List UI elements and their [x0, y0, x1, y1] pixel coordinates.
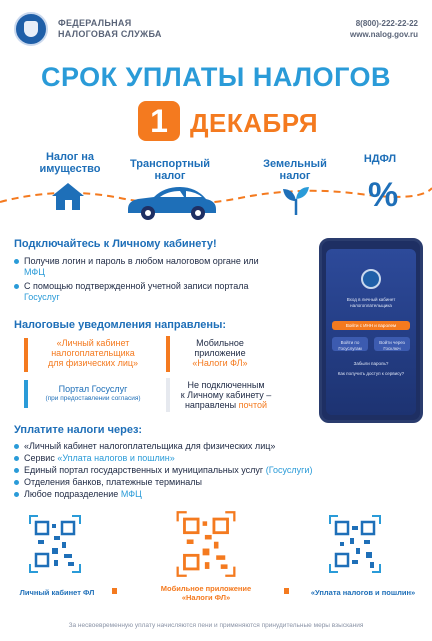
website-link[interactable]: www.nalog.gov.ru [350, 30, 418, 39]
hotline-phone: 8(800)-222-22-22 [355, 19, 418, 28]
notice-gosuslugi-line1: Портал Госуслуг [58, 384, 128, 394]
login-gosuslugi-button[interactable] [332, 337, 368, 351]
qr-app-label-line2: «Налоги ФЛ» [181, 593, 231, 602]
notice-post-card [170, 380, 282, 410]
qr-lk-label [12, 588, 102, 597]
connect-bullet-2 [14, 281, 310, 303]
tax-transport-line2: налог [154, 170, 186, 182]
connect-bullet-1-text: Получив логин и пароль в любом налоговом органе или [24, 256, 259, 266]
phone-login-line1: Вход в личный кабинет [346, 297, 396, 302]
tax-ndfl-label [350, 153, 410, 165]
notices-heading: Налоговые уведомления направлены: [14, 319, 227, 331]
pay-bullet-5 [14, 489, 142, 500]
login-gosuslugi-label: Войти по Госуслугам [338, 340, 362, 351]
tax-ndfl-line1: НДФЛ [363, 153, 397, 165]
notice-lk-line2: налогоплательщика [51, 348, 135, 358]
login-goskey-button[interactable] [374, 337, 410, 351]
qr-code-lk[interactable] [28, 514, 82, 574]
fns-emblem-icon [14, 12, 48, 46]
phone-mockup [319, 238, 423, 423]
notice-app-line2: приложение [194, 348, 246, 358]
car-icon [124, 183, 220, 223]
tax-land-line1: Земельный [263, 158, 327, 170]
org-name [58, 18, 162, 40]
qr-marker-right [284, 588, 289, 594]
pay-bullet-3-text: Единый портал государственных и муниципальных услуг [24, 465, 264, 475]
footer-warning: За несвоевременную уплату начисляются пени и применяются принудительные меры взыскания [68, 622, 364, 629]
pay-bullet-2 [14, 453, 175, 464]
pay-heading: Уплатите налоги через: [14, 424, 143, 436]
forgot-password-link[interactable]: Забыли пароль? [353, 361, 389, 366]
tax-property-line1: Налог на [45, 151, 95, 163]
connect-bullet-2-text: С помощью подтвержденной учетной записи портала [24, 281, 249, 291]
contacts [350, 18, 418, 40]
connect-bullet-1 [14, 256, 310, 278]
login-goskey-label: Войти через Госключ [379, 340, 405, 351]
notice-post-line2: к Личному кабинету – [180, 390, 272, 400]
notice-lk-line3: для физических лиц» [47, 358, 139, 368]
notice-app-line3: «Налоги ФЛ» [192, 358, 248, 368]
qr-app-label-line1: Мобильное приложение [160, 584, 252, 593]
pay-service-link[interactable]: «Уплата налогов и пошлин» [57, 453, 175, 463]
phone-screen [326, 249, 416, 415]
notice-app-line1: Мобильное [196, 338, 244, 348]
pay-bullet-5-text: Любое подразделение [24, 489, 119, 499]
qr-lk-label-text: Личный кабинет ФЛ [19, 588, 95, 597]
pay-bullet-4: Отделения банков, платежные терминалы [14, 477, 202, 488]
tax-property-line2: имущество [39, 163, 101, 175]
qr-code-payment[interactable] [328, 514, 382, 574]
qr-payment-label-text: «Уплата налогов и пошлин» [310, 588, 416, 597]
org-name-line1: ФЕДЕРАЛЬНАЯ [58, 18, 132, 28]
page-title: СРОК УПЛАТЫ НАЛОГОВ [40, 62, 392, 92]
phone-login-caption [332, 297, 410, 309]
notice-post-line1: Не подключенным [187, 380, 265, 390]
notice-lk-card [32, 338, 154, 368]
phone-login-line2: налогоплательщика [350, 303, 392, 308]
notice-bar-orange-1 [24, 338, 28, 372]
connect-heading: Подключайтесь к Личному кабинету! [14, 238, 217, 250]
notice-bar-blue [24, 380, 28, 408]
sprout-icon [281, 185, 311, 217]
notice-lk-line1: «Личный кабинет [56, 338, 130, 348]
get-access-link[interactable]: Как получить доступ к сервису? [337, 371, 405, 376]
pay-bullet-3 [14, 465, 312, 476]
percent-icon: % [368, 176, 399, 214]
qr-payment-label [300, 588, 426, 597]
notice-post-mail: почтой [238, 400, 268, 410]
mfc-link[interactable]: МФЦ [24, 267, 45, 277]
qr-marker-left [112, 588, 117, 594]
pay-bullet-2-text: Сервис [24, 453, 55, 463]
tax-land-line2: налог [279, 170, 311, 182]
notice-app-card [170, 338, 270, 368]
tax-transport-line1: Транспортный [129, 158, 211, 170]
deadline-month: ДЕКАБРЯ [190, 108, 319, 138]
notice-post-line3: направлены [184, 400, 237, 410]
house-icon [48, 180, 88, 212]
notice-gosuslugi-line2: (при предоставлении согласия) [45, 395, 141, 402]
qr-app-label [150, 584, 262, 602]
pay-mfc-link[interactable]: МФЦ [120, 489, 142, 499]
pay-gosuslugi-link[interactable]: (Госуслуги) [265, 465, 313, 475]
org-name-line2: НАЛОГОВАЯ СЛУЖБА [58, 29, 162, 39]
notice-gosuslugi-card [32, 384, 154, 404]
login-inn-button-label: Войти с ИНН и паролем [345, 322, 397, 328]
pay-bullet-1: «Личный кабинет налогоплательщика для физических лиц» [14, 441, 275, 452]
gosuslugi-link[interactable]: Госуслуг [24, 292, 60, 302]
login-inn-button[interactable] [332, 321, 410, 330]
qr-code-app[interactable] [170, 510, 242, 578]
app-emblem-icon [361, 269, 381, 289]
deadline-day: 1 [138, 101, 180, 141]
